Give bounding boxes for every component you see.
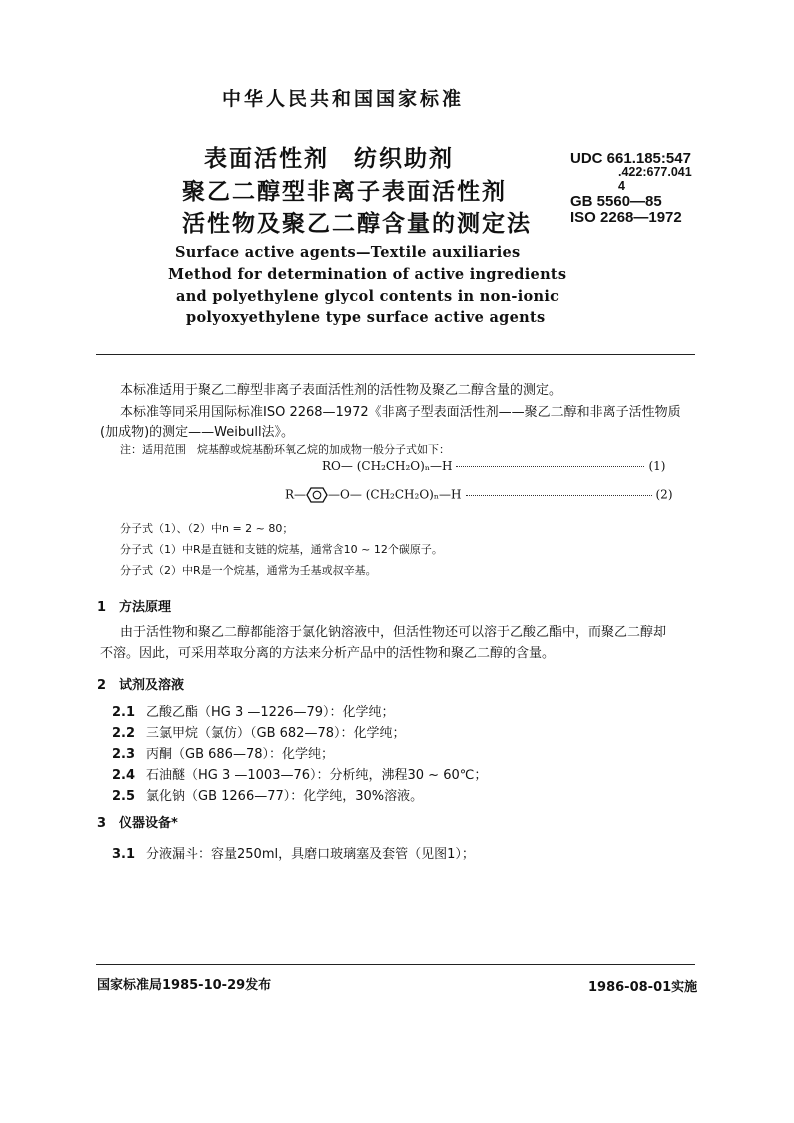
reagent-item: 2.5 氯化钠（GB 1266—77）：化学纯，30%溶液。 — [112, 789, 424, 804]
formula-1-left: RO— — [322, 459, 353, 473]
udc-code-line2: .422:677.041 — [618, 165, 692, 179]
leader-dots — [466, 495, 652, 496]
leader-dots — [456, 466, 644, 467]
formula-2-number: (2) — [655, 487, 673, 502]
formula-1-number: (1) — [648, 459, 666, 473]
formula-2-mid: —O— — [328, 487, 362, 502]
reagent-item: 2.2 三氯甲烷（氯仿）（GB 682—78）：化学纯； — [112, 726, 406, 741]
molecular-note-3: 分子式（2）中R是一个烷基，通常为壬基或叔辛基。 — [120, 564, 377, 577]
section-1-heading: 1 方法原理 — [97, 600, 172, 615]
title-cn-line3: 活性物及聚乙二醇含量的测定法 — [182, 211, 532, 237]
section-2-heading: 2 试剂及溶液 — [97, 678, 185, 693]
intro-paragraph-2-cont: (加成物)的测定——Weibull法》。 — [100, 425, 295, 440]
udc-code: UDC 661.185:547 — [570, 150, 691, 167]
section-3-heading: 3 仪器设备* — [97, 816, 178, 831]
scope-note: 注：适用范围 烷基醇或烷基酚环氧乙烷的加成物一般分子式如下： — [120, 443, 450, 456]
title-en-line3: and polyethylene glycol contents in non-ionic — [176, 288, 560, 305]
title-en-line1: Surface active agents—Textile auxiliaries — [175, 244, 521, 261]
national-standard-header: 中华人民共和国国家标准 — [222, 88, 465, 110]
title-cn-line1: 表面活性剂 纺织助剂 — [204, 146, 454, 172]
intro-paragraph-2: 本标准等同采用国际标准ISO 2268—1972《非离子型表面活性剂——聚乙二醇和非离子活性物质 — [120, 405, 681, 420]
title-en-line2: Method for determination of active ingredients — [168, 266, 567, 283]
reagent-item: 2.3 丙酮（GB 686—78）：化学纯； — [112, 747, 334, 762]
formula-1-chain: (CH₂CH₂O)ₙ—H — [356, 459, 453, 473]
formula-1 — [322, 459, 665, 473]
intro-paragraph-1: 本标准适用于聚乙二醇型非离子表面活性剂的活性物及聚乙二醇含量的测定。 — [120, 383, 563, 398]
issue-date: 国家标准局1985-10-29发布 — [97, 978, 272, 993]
reagent-item: 2.1 乙酸乙酯（HG 3 —1226—79）：化学纯； — [112, 705, 395, 720]
reagent-item: 2.4 石油醚（HG 3 —1003—76）：分析纯，沸程30 ~ 60℃； — [112, 768, 488, 783]
effective-date: 1986-08-01实施 — [588, 980, 698, 995]
iso-code: ISO 2268—1972 — [570, 209, 682, 226]
section-1-paragraph: 由于活性物和聚乙二醇都能溶于氯化钠溶液中，但活性物还可以溶于乙酸乙酯中，而聚乙二醇却 — [120, 625, 667, 640]
footer-rule — [96, 964, 695, 965]
formula-2-r: R— — [285, 487, 307, 502]
header-rule — [96, 354, 695, 355]
title-en-line4: polyoxyethylene type surface active agents — [186, 309, 546, 326]
title-cn-line2: 聚乙二醇型非离子表面活性剂 — [182, 179, 507, 205]
section-1-paragraph-cont: 不溶。因此，可采用萃取分离的方法来分析产品中的活性物和聚乙二醇的含量。 — [100, 646, 556, 661]
molecular-note-2: 分子式（1）中R是直链和支链的烷基，通常含10 ~ 12个碳原子。 — [120, 543, 443, 556]
udc-code-line3: 4 — [618, 179, 625, 193]
formula-2-chain: (CH₂CH₂O)ₙ—H — [365, 487, 462, 502]
formula-2 — [285, 487, 673, 503]
apparatus-item: 3.1 分液漏斗：容量250ml，具磨口玻璃塞及套管（见图1）； — [112, 847, 475, 862]
molecular-note-1: 分子式（1）、（2）中n = 2 ~ 80； — [120, 522, 294, 535]
benzene-ring-icon — [306, 487, 328, 503]
gb-code: GB 5560—85 — [570, 193, 662, 210]
